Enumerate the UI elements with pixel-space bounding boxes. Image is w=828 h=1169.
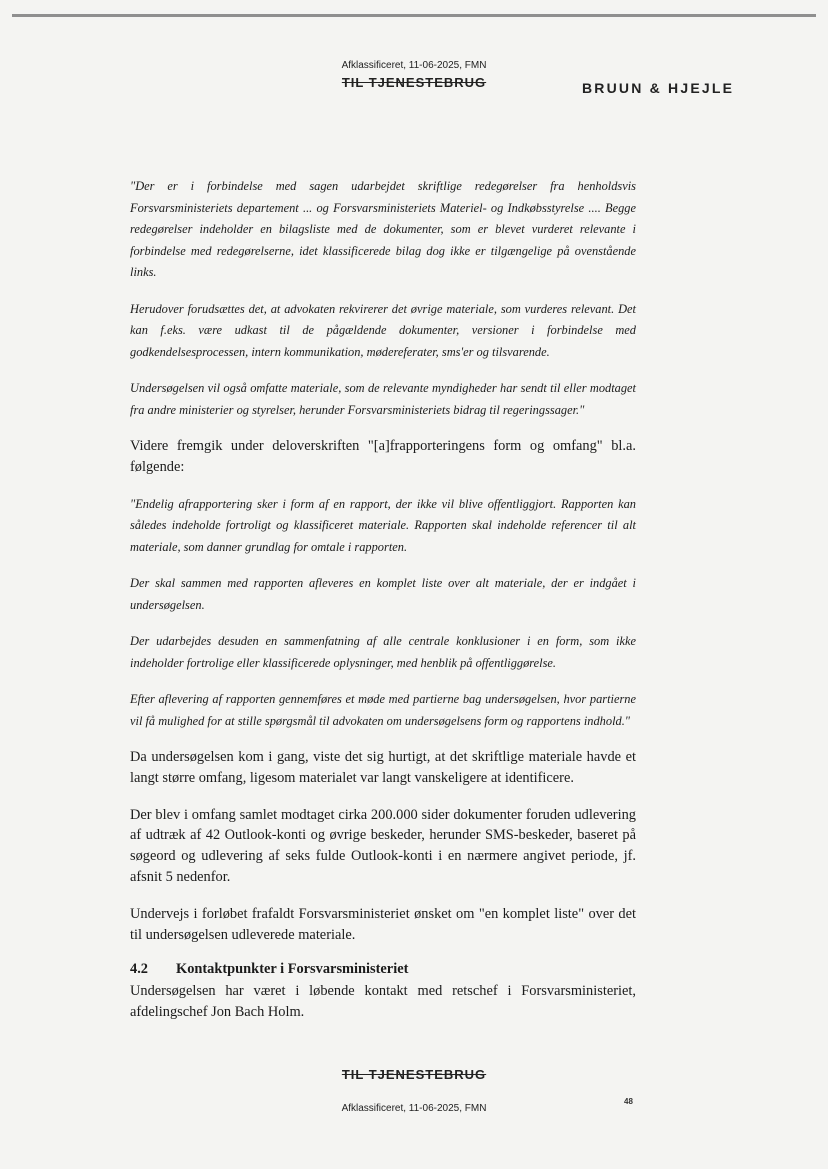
declassification-stamp-bottom: Afklassificeret, 11-06-2025, FMN [341,1103,487,1114]
body-paragraph-3: Undervejs i forløbet frafaldt Forsvarsministeriet ønsket om "en komplet liste" over det til undersøgelsen udleverede materiale. [130,905,636,943]
quote2-paragraph-4: Efter aflevering af rapporten gennemføres et møde med partierne bag undersøgelsen, hvor partierne vil få mulighed for at stille spørgsmål til advokaten om undersøgelsens form og rapportens indhold." [130,692,636,728]
body-paragraph-1: Da undersøgelsen kom i gang, viste det sig hurtigt, at det skriftlige materiale havde et langt større omfang, ligesom materialet var langt vanskeligere at identificere. [130,749,636,786]
quote2-paragraph-1: "Endelig afrapportering sker i form af en rapport, der ikke vil blive offentliggjort. Rapporten kan således indeholde fortroligt og klassificeret materiale. Rapporten skal indeholde referencer til alt materiale, som danner grundlag for omtale i rapporten. [130,496,636,554]
intro-paragraph: Videre fremgik under deloverskriften "[a]frapporteringens form og omfang" bl.a. følgende: [130,438,636,475]
quote1-paragraph-1: "Der er i forbindelse med sagen udarbejdet skriftlige redegørelser fra henholdsvis Forsvarsministeriets departement ... og Forsvarsministeriets Materiel- og Indkøbsstyrelse .... Begge redegørelser indeholder en bilagsliste med de dokumenter, som er blevet vurderet relevante i forbindelse med redegørelserne, idet klassificerede bilag dog ikke er tilgængelige på ovenstående links. [130,179,636,279]
firm-logo: BRUUN & HJEJLE [582,80,735,96]
scan-border-line [12,14,816,17]
document-body [130,176,636,1039]
body-paragraph-2: Der blev i omfang samlet modtaget cirka 200.000 sider dokumenter foruden udlevering af udtræk af 42 Outlook-konti og øvrige beskeder, herunder SMS-beskeder, baseret på søgeord og udlevering af seks fulde Outlook-konti i en nærmere angivet periode, jf. afsnit 5 nedenfor. [130,806,636,886]
page-number: 48 [624,1097,633,1106]
section-heading [130,961,636,978]
classification-footer: TIL TJENESTEBRUG [341,1067,487,1082]
section-paragraph: Undersøgelsen har været i løbende kontakt med retschef i Forsvarsministeriet, afdelingschef Jon Bach Holm. [130,983,636,1021]
declassification-stamp-top: Afklassificeret, 11-06-2025, FMN [341,60,487,71]
section-title: Kontaktpunkter i Forsvarsministeriet [176,961,409,978]
section-number: 4.2 [130,961,148,978]
quote1-paragraph-3: Undersøgelsen vil også omfatte materiale, som de relevante myndigheder har sendt til eller modtaget fra andre ministerier og styrelser, herunder Forsvarsministeriets bidrag til regeringssager." [130,381,636,417]
quote2-paragraph-2: Der skal sammen med rapporten afleveres en komplet liste over alt materiale, der er indgået i undersøgelsen. [130,576,636,612]
quote2-paragraph-3: Der udarbejdes desuden en sammenfatning af alle centrale konklusioner i en form, som ikke indeholder fortrolige eller klassificerede oplysninger, med henblik på offentliggørelse. [130,634,636,670]
classification-header: TIL TJENESTEBRUG [341,75,487,90]
quote1-paragraph-2: Herudover forudsættes det, at advokaten rekvirerer det øvrige materiale, som vurderes relevant. Det kan f.eks. være udkast til de pågældende dokumenter, versioner i forbindelse med godkendelsesprocessen, intern kommunikation, mødereferater, sms'er og tilsvarende. [130,301,636,359]
